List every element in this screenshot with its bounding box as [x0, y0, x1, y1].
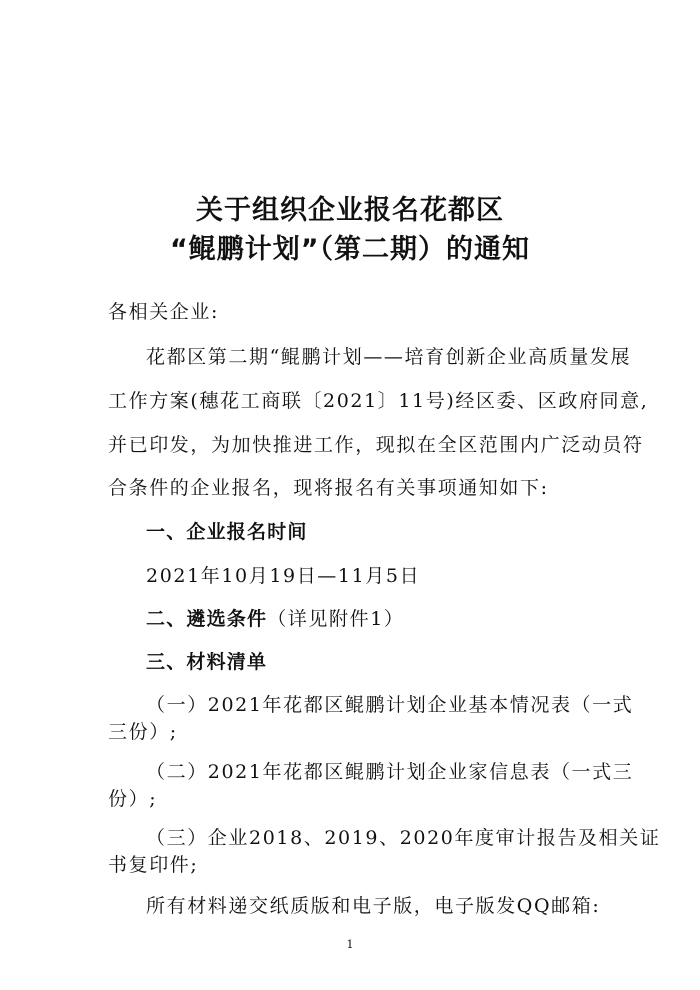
list-item-2-line-1: （二）2021年花都区鲲鹏计划企业家信息表（一式三 — [146, 761, 634, 783]
document-title-line-1: 关于组织企业报名花都区 — [196, 195, 504, 226]
page-number: 1 — [346, 938, 354, 951]
section-2-heading: 二、遴选条件 — [146, 608, 268, 630]
paragraph-line-3: 并已印发，为加快推进工作，现拟在全区范围内广泛动员符 — [108, 434, 644, 456]
section-2-note: （详见附件1） — [267, 608, 405, 630]
list-item-3-line-2: 书复印件; — [108, 854, 199, 876]
salutation: 各相关企业: — [108, 301, 220, 323]
closing-line: 所有材料递交纸质版和电子版，电子版发QQ邮箱: — [146, 895, 601, 917]
list-item-1-line-2: 三份）; — [108, 721, 178, 743]
list-item-2-line-2: 份）; — [108, 788, 158, 810]
document-title-line-2: “鲲鹏计划”（第二期）的通知 — [170, 234, 530, 265]
paragraph-line-4: 合条件的企业报名，现将报名有关事项通知如下: — [108, 477, 549, 499]
section-3-heading: 三、材料清单 — [146, 651, 268, 673]
section-1-text: 2021年10月19日—11月5日 — [146, 565, 421, 587]
section-2 — [146, 604, 405, 631]
paragraph-line-2: 工作方案(穗花工商联〔2021〕11号)经区委、区政府同意, — [108, 390, 649, 412]
list-item-1-line-1: （一）2021年花都区鲲鹏计划企业基本情况表（一式 — [146, 694, 634, 716]
paragraph-line-1: 花都区第二期“鲲鹏计划——培育创新企业高质量发展 — [146, 346, 632, 368]
section-1-heading: 一、企业报名时间 — [146, 521, 308, 543]
list-item-3-line-1: （三）企业2018、2019、2020年度审计报告及相关证 — [146, 827, 661, 849]
